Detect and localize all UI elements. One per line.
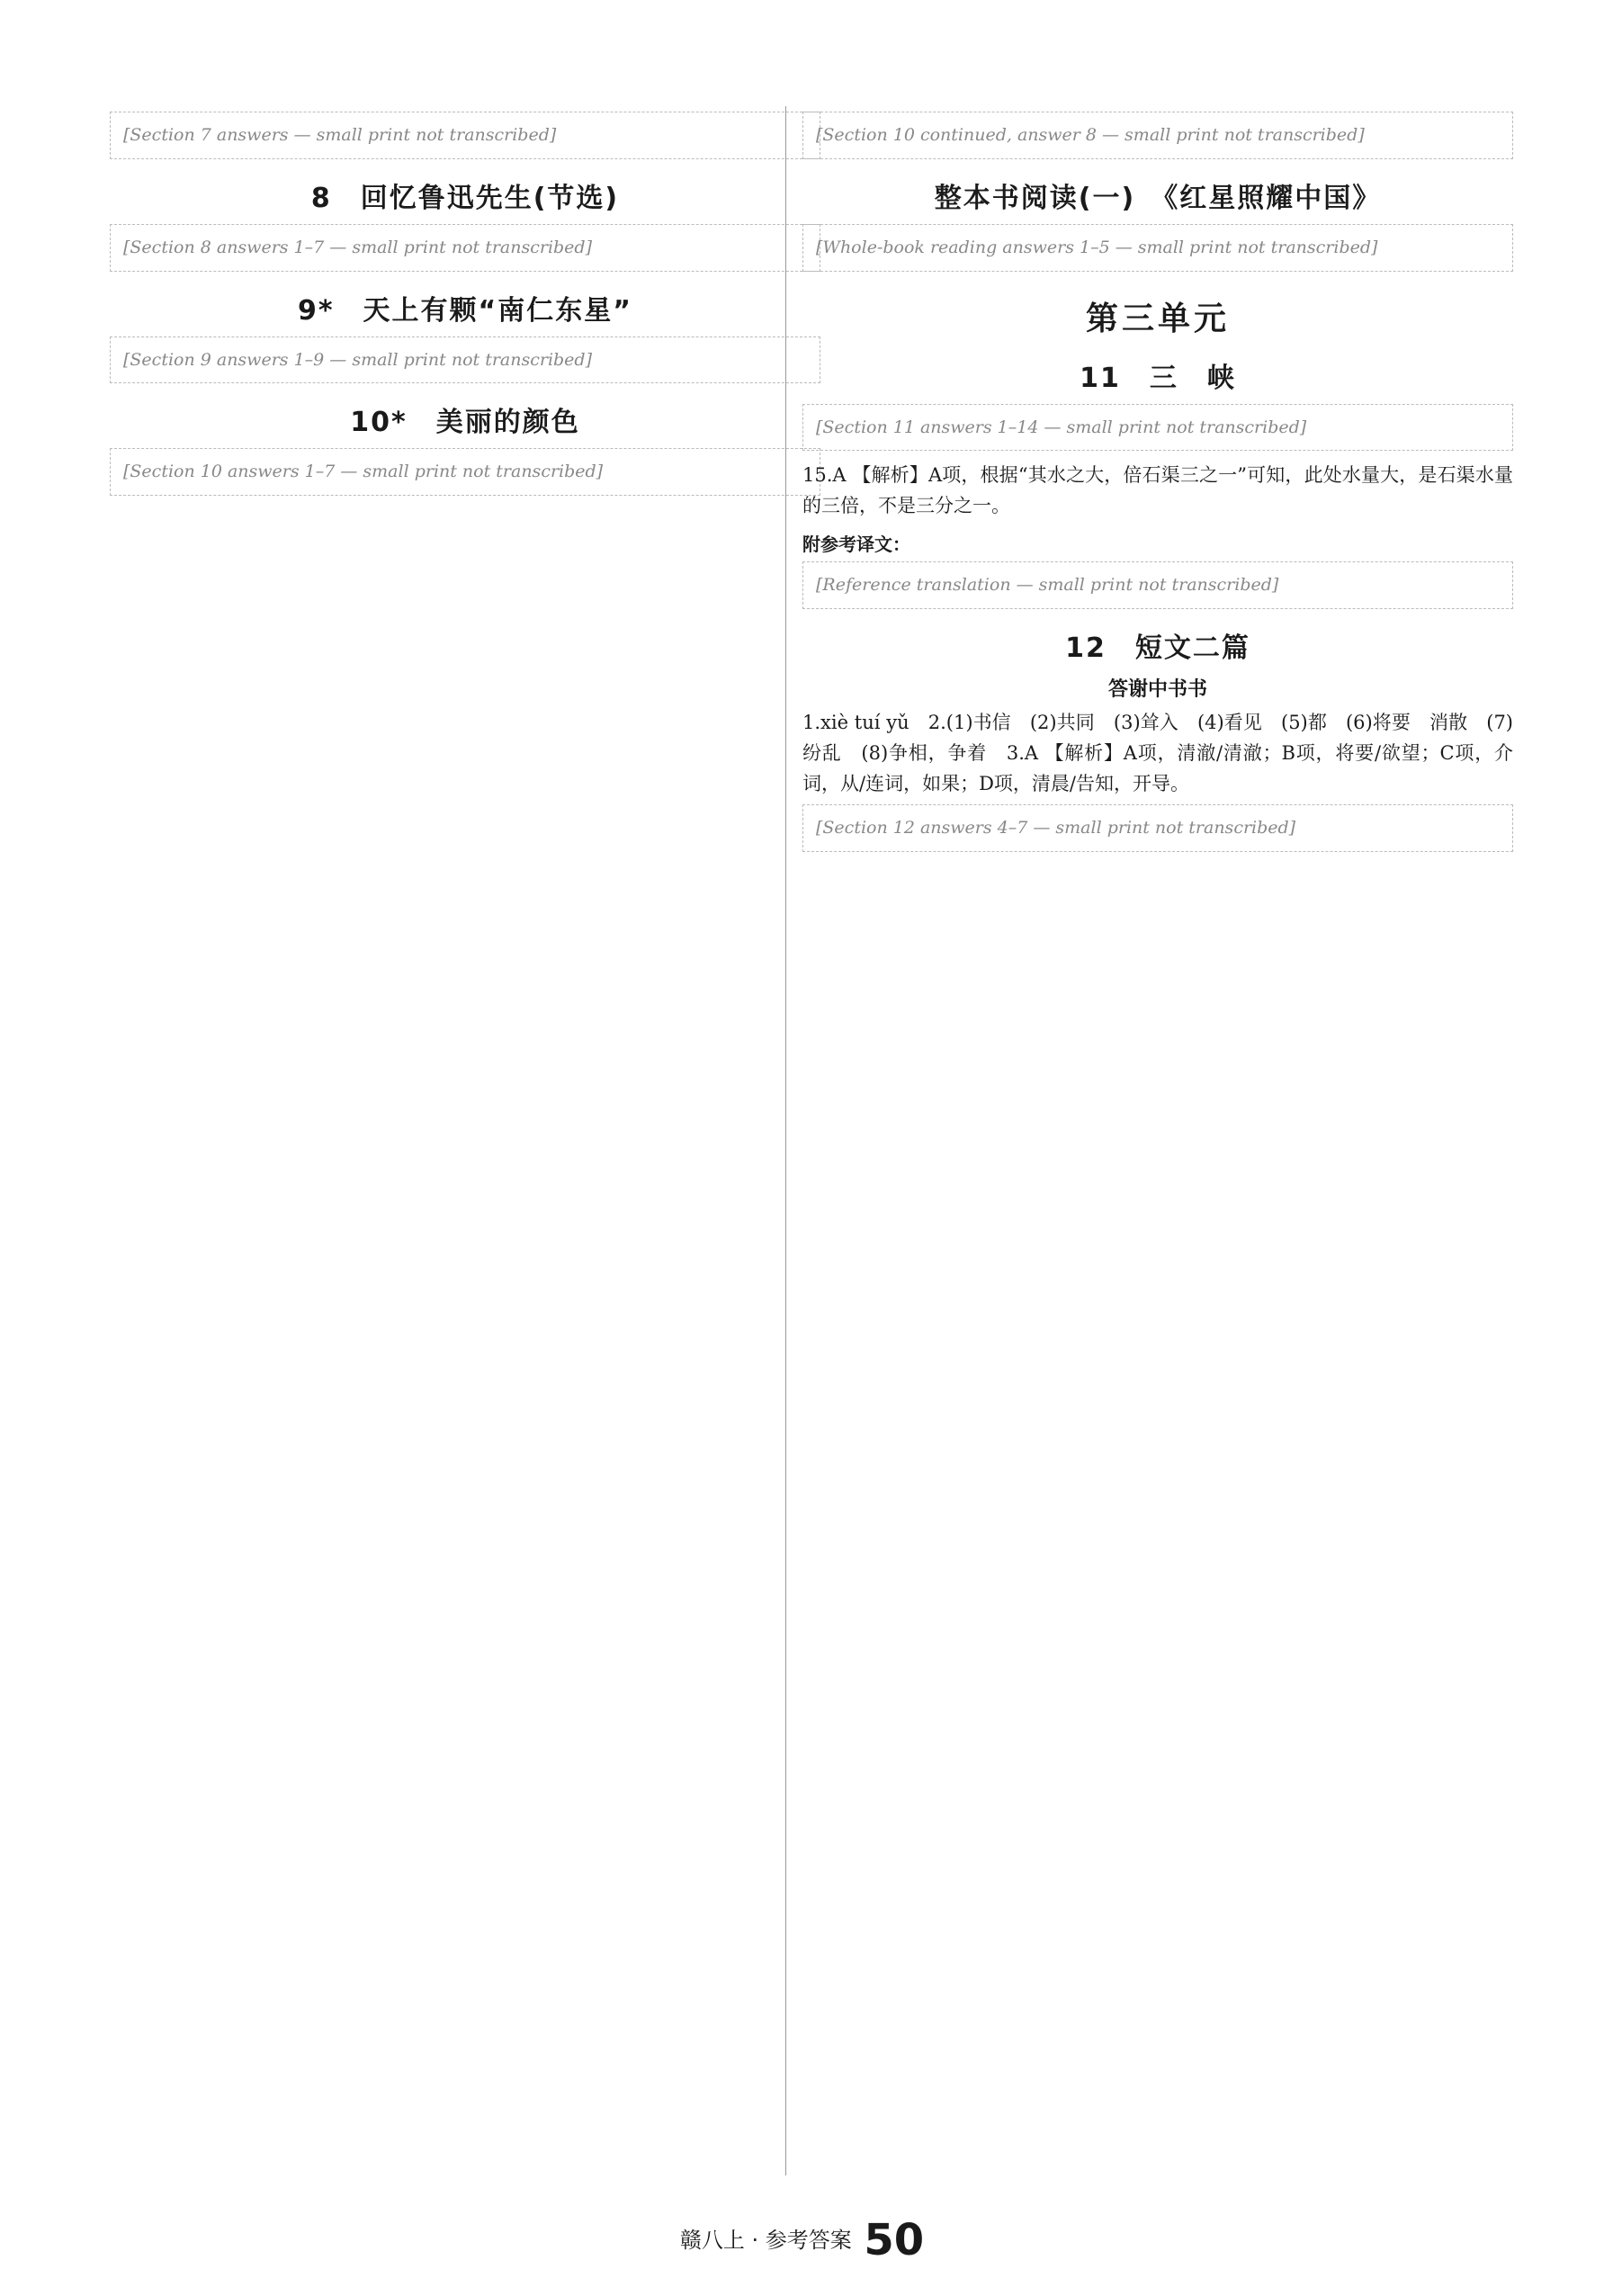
section-12-subtitle: 答谢中书书 [1107, 678, 1207, 702]
unreadable-block: [Section 11 answers 1–14 — small print not transcribed] [802, 404, 1513, 452]
section-12-title: 12 短文二篇 [1065, 632, 1250, 665]
right-column [802, 106, 1513, 861]
page-number: 50 [864, 2215, 925, 2265]
section-11-title: 11 三 峡 [1080, 362, 1236, 394]
column-divider [785, 106, 786, 2175]
page-footer [0, 2215, 1604, 2265]
section-10-title: 10* 美丽的颜色 [350, 407, 580, 439]
unreadable-block: [Section 10 answers 1–7 — small print not transcribed] [110, 448, 820, 496]
left-column [110, 106, 820, 505]
footer-label: 赣八上 · 参考答案 [679, 2228, 852, 2253]
unreadable-block: [Section 8 answers 1–7 — small print not transcribed] [110, 224, 820, 272]
unreadable-block: [Whole-book reading answers 1–5 — small print not transcribed] [802, 224, 1513, 272]
whole-book-reading-title: 整本书阅读(一) 《红星照耀中国》 [934, 182, 1382, 214]
section-9-title: 9* 天上有颗“南仁东星” [298, 294, 632, 327]
section-8-title: 8 回忆鲁迅先生(节选) [310, 182, 620, 214]
unreadable-block: [Reference translation — small print not transcribed] [802, 561, 1513, 609]
unreadable-block: [Section 9 answers 1–9 — small print not transcribed] [110, 336, 820, 384]
unit-3-title: 第三单元 [1085, 300, 1230, 337]
section-12-answers-1-3: 1.xiè tuí yǔ 2.(1)书信 (2)共同 (3)耸入 (4)看见 (5)都 (6)将要 消散 (7)纷乱 (8)争相，争着 3.A 【解析】A项，清澈/清澈；B项，将要/欲望；C项，介词，从/连词，如果；D项，清晨/告知，开导。 [802, 712, 1514, 795]
reference-translation-label: 附参考译文： [802, 534, 910, 556]
unreadable-block: [Section 7 answers — small print not transcribed] [110, 112, 820, 159]
unreadable-block: [Section 12 answers 4–7 — small print not transcribed] [802, 804, 1513, 852]
section-11-answer-15: 15.A 【解析】A项，根据“其水之大，倍石渠三之一”可知，此处水量大，是石渠水量的三倍，不是三分之一。 [802, 464, 1513, 517]
unreadable-block: [Section 10 continued, answer 8 — small print not transcribed] [802, 112, 1513, 159]
